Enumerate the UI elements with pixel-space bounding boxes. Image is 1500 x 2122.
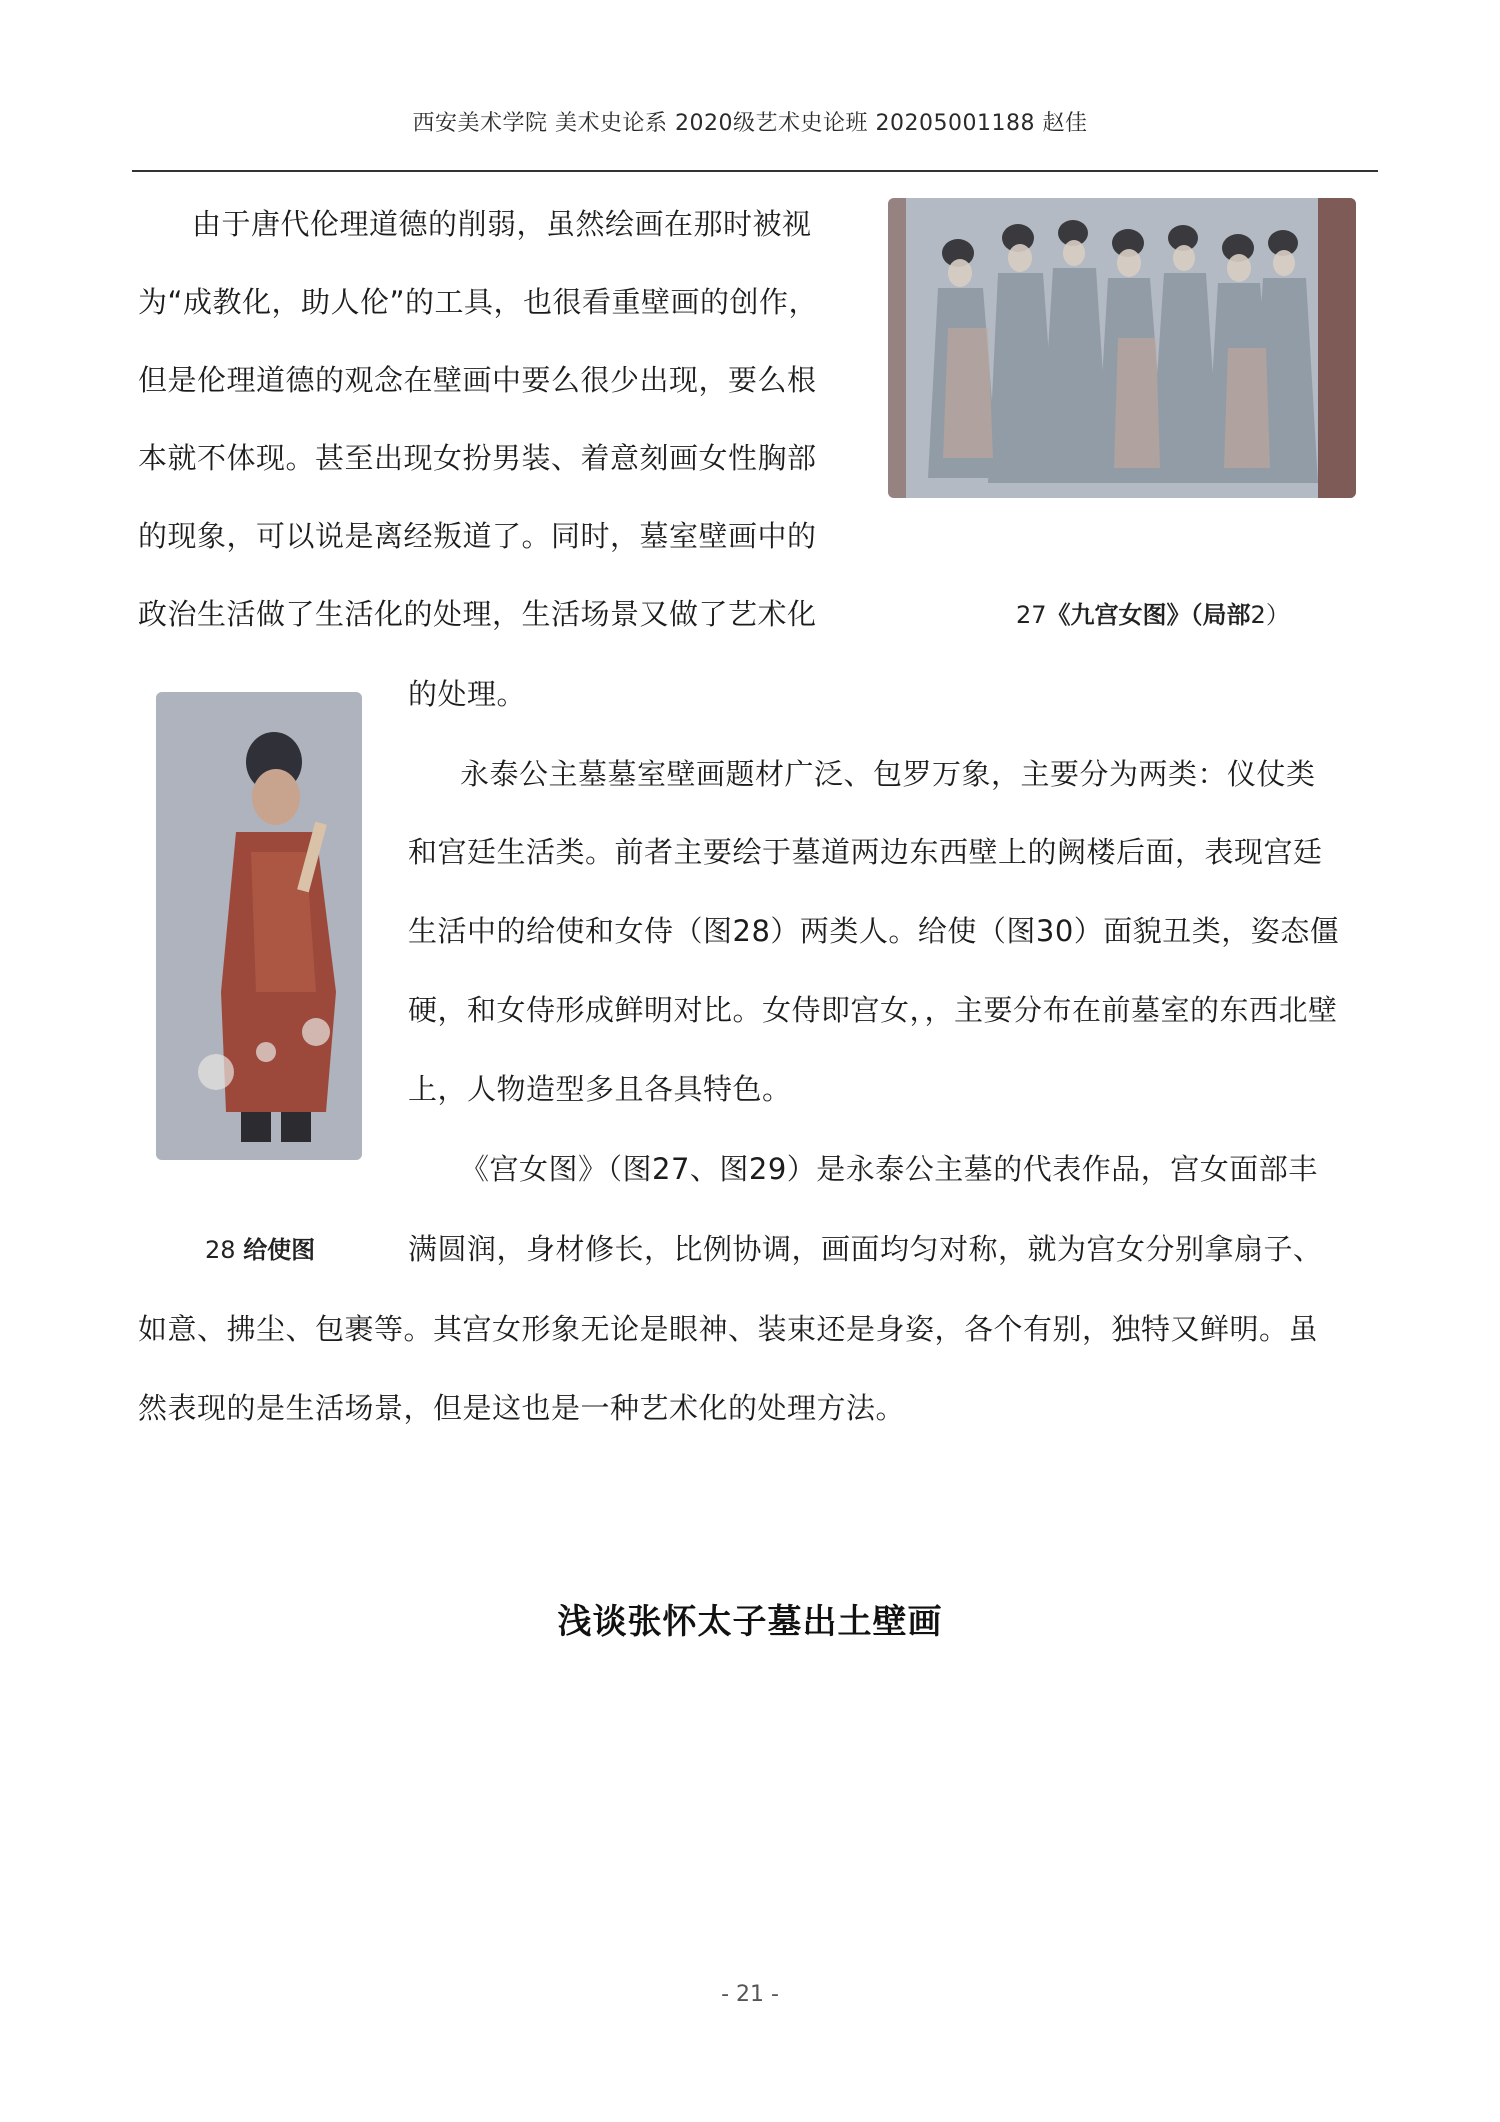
page-header: 西安美术学院 美术史论系 2020级艺术史论班 20205001188 赵佳 bbox=[412, 111, 1088, 136]
paragraph-1-line: 为“成教化，助人伦”的工具，也很看重壁画的创作， bbox=[138, 285, 819, 319]
figure-27-number: 27 bbox=[1016, 601, 1047, 629]
paragraph-1-line: 本就不体现。甚至出现女扮男装、着意刻画女性胸部 bbox=[138, 441, 817, 475]
figure-28-number: 28 bbox=[205, 1236, 236, 1264]
figure-28-title: 给使图 bbox=[243, 1236, 316, 1264]
figure-27-close: ） bbox=[1265, 601, 1290, 629]
palace-ladies-mural-illustration bbox=[888, 198, 1356, 498]
palace-ladies-mural-image bbox=[888, 198, 1356, 498]
paragraph-1-line: 的处理。 bbox=[408, 677, 527, 711]
paragraph-3-line: 满圆润，身材修长，比例协调，画面均匀对称，就为宫女分别拿扇子、 bbox=[408, 1232, 1323, 1266]
paragraph-2-line: 上，人物造型多且各具特色。 bbox=[408, 1072, 792, 1106]
figure-27-part: 2 bbox=[1250, 601, 1266, 629]
header-rule bbox=[132, 170, 1378, 172]
section-title: 浅谈张怀太子墓出土壁画 bbox=[557, 1602, 943, 1642]
paragraph-2-line: 和宫廷生活类。前者主要绘于墓道两边东西壁上的阙楼后面，表现宫廷 bbox=[408, 835, 1323, 869]
paragraph-2-line: 永泰公主墓墓室壁画题材广泛、包罗万象，主要分为两类：仪仗类 bbox=[460, 757, 1316, 791]
page-number: - 21 - bbox=[721, 1982, 779, 2007]
paragraph-3-line: 如意、拂尘、包裹等。其宫女形象无论是眼神、装束还是身姿，各个有别，独特又鲜明。虽 bbox=[138, 1312, 1319, 1346]
paragraph-2-line: 硬，和女侍形成鲜明对比。女侍即宫女，，主要分布在前墓室的东西北壁 bbox=[408, 993, 1338, 1027]
figure-27-title: 《九宫女图》（局部 bbox=[1046, 601, 1251, 629]
paragraph-1-line: 但是伦理道德的观念在壁画中要么很少出现，要么根 bbox=[138, 363, 817, 397]
paragraph-1-line: 政治生活做了生活化的处理，生活场景又做了艺术化 bbox=[138, 597, 817, 631]
paragraph-3-line: 《宫女图》（图27、图29）是永泰公主墓的代表作品，宫女面部丰 bbox=[460, 1152, 1318, 1186]
figure-28-caption bbox=[205, 1230, 315, 1265]
figure-27-caption bbox=[1016, 595, 1290, 630]
attendant-mural-illustration bbox=[156, 692, 362, 1160]
paragraph-1-line: 的现象，可以说是离经叛道了。同时，墓室壁画中的 bbox=[138, 519, 817, 553]
attendant-mural-image bbox=[156, 692, 362, 1160]
paragraph-3-line: 然表现的是生活场景，但是这也是一种艺术化的处理方法。 bbox=[138, 1391, 906, 1425]
paragraph-2-line: 生活中的给使和女侍（图28）两类人。给使（图30）面貌丑类，姿态僵 bbox=[408, 914, 1340, 948]
paragraph-1-line: 由于唐代伦理道德的削弱，虽然绘画在那时被视 bbox=[192, 207, 812, 241]
